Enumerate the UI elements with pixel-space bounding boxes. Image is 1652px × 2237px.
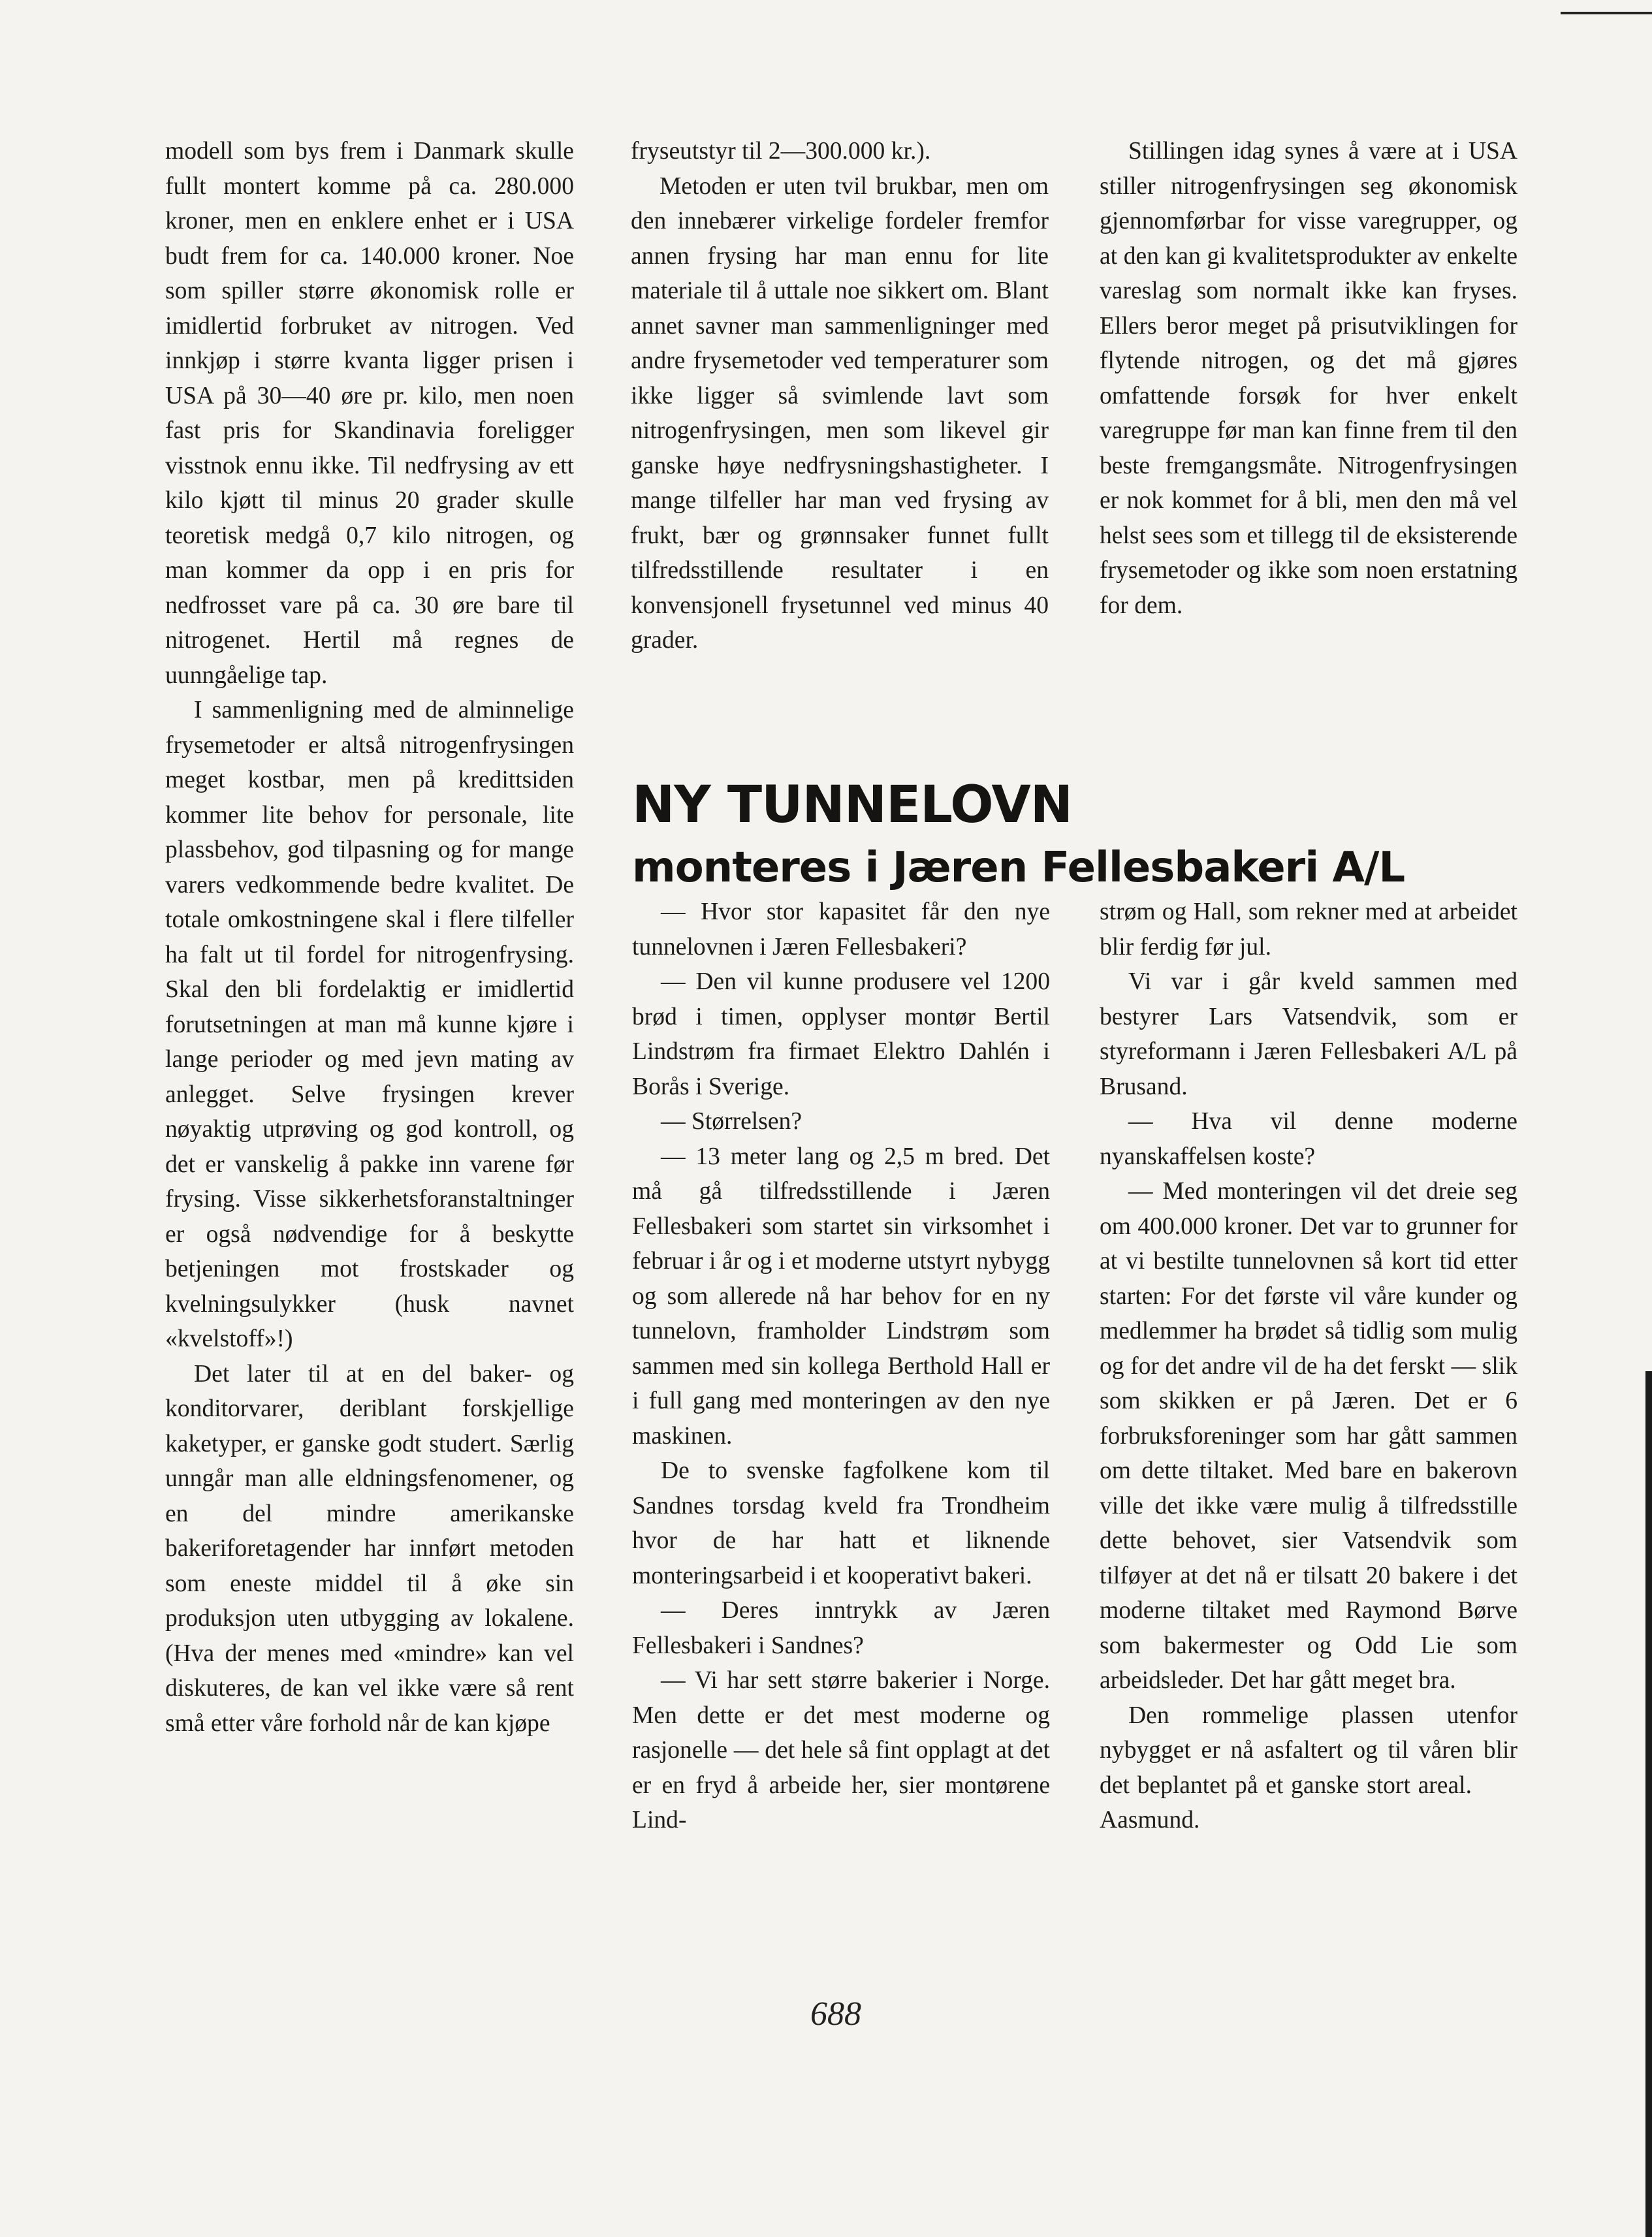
paragraph (1100, 1698, 1517, 1838)
paragraph: I sammenligning med de alminnelige frysemetoder er altså nitrogenfrysingen meget kostbar, men på kredittsiden kommer lite behov for personale, lite plassbehov, god tilpasning og for mange varers vedkommende bedre kvalitet. De totale omkostningene skal i flere tilfeller ha falt ut til fordel for nitrogenfrysing. Skal den bli fordelaktig er imidlertid forutsetningen at man må kunne kjøre i lange perioder og med jevn mating av anlegget. Selve frysingen krever nøyaktig utprøving og god kontroll, og det er vanskelig å pakke inn varene før frysing. Visse sikkerhetsforanstaltninger er også nødvendige for å beskytte betjeningen mot frostskader og kvelningsulykker (husk navnet «kvelstoff»!) (165, 697, 574, 1352)
paragraph: — Den vil kunne produsere vel 1200 brød i timen, opplyser montør Bertil Lindstrøm fra firmaet Elektro Dahlén i Borås i Sverige. (632, 968, 1050, 1100)
paragraph: Vi var i går kveld sammen med bestyrer Lars Vatsendvik, som er styreformann i Jæren Fellesbakeri A/L på Brusand. (1100, 968, 1517, 1100)
headline-title: NY TUNNELOVN (632, 776, 1073, 834)
paragraph: — Hva vil denne moderne nyanskaffelsen koste? (1100, 1108, 1517, 1170)
paragraph-text: Den rommelige plassen utenfor nybygget er nå asfaltert og til våren blir det beplantet på et ganske stort areal. (1100, 1702, 1517, 1799)
text-column-left (165, 134, 574, 1741)
paragraph: — 13 meter lang og 2,5 m bred. Det må gå tilfredsstillende i Jæren Fellesbakeri som startet sin virksomhet i februar i år og i et moderne utstyrt nybygg og som allerede nå har behov for en ny tunnelovn, framholder Lindstrøm som sammen med sin kollega Berthold Hall er i full gang med monteringen av den nye maskinen. (632, 1143, 1050, 1450)
text-column-right (1100, 134, 1517, 623)
article-column-left (632, 895, 1050, 1838)
paragraph: — Vi har sett større bakerier i Norge. Men dette er det mest moderne og rasjonelle — det hele så fint opplagt at det er en fryd å arbeide her, sier montørene Lind- (632, 1667, 1050, 1833)
paragraph: modell som bys frem i Danmark skulle fullt montert komme på ca. 280.000 kroner, men en enklere enhet er i USA budt frem for ca. 140.000 kroner. Noe som spiller større økonomisk rolle er imidlertid forbruket av nitrogen. Ved innkjøp i større kvanta ligger prisen i USA på 30—40 øre pr. kilo, men noen fast pris for Skandinavia foreligger visstnok ennu ikke. Til nedfrysing av ett kilo kjøtt til minus 20 grader skulle teoretisk medgå 0,7 kilo nitrogen, og man kommer da opp i en pris for nedfrosset vare på ca. 30 øre bare til nitrogenet. Hertil må regnes de uunngåelige tap. (165, 138, 574, 689)
page-edge-shadow (1561, 12, 1652, 14)
byline: Aasmund. (1100, 1807, 1200, 1833)
page-edge-shadow (1645, 1371, 1652, 2237)
text-column-middle (631, 134, 1049, 658)
paragraph: — Størrelsen? (661, 1108, 802, 1135)
paragraph: Det later til at en del baker- og konditorvarer, deriblant forskjellige kaketyper, er ganske godt studert. Særlig unngår man alle eldningsfenomener, og en del mindre amerikanske bakeriforetagender har innført metoden som eneste middel til å øke sin produksjon uten utbygging av lokalene. (Hva der menes med «mindre» kan vel diskuteres, de kan vel ikke være så rent små etter våre forhold når de kan kjøpe (165, 1360, 574, 1737)
paragraph: De to svenske fagfolkene kom til Sandnes torsdag kveld fra Trondheim hvor de har hatt et liknende monteringsarbeid i et kooperativt bakeri. (632, 1457, 1050, 1589)
paragraph: Metoden er uten tvil brukbar, men om den innebærer virkelige fordeler fremfor annen frysing har man ennu for lite materiale til å uttale noe sikkert om. Blant annet savner man sammenligninger med andre frysemetoder ved temperaturer som ikke ligger så svimlende lavt som nitrogenfrysingen, men som likevel gir ganske høye nedfrysningshastigheter. I mange tilfeller har man ved frysing av frukt, bær og grønnsaker funnet fullt tilfredsstillende resultater i en konvensjonell frysetunnel ved minus 40 grader. (631, 172, 1049, 654)
paragraph: — Hvor stor kapasitet får den nye tunnelovnen i Jæren Fellesbakeri? (632, 898, 1050, 960)
article-headline (632, 774, 1481, 899)
paragraph: fryseutstyr til 2—300.000 kr.). (631, 138, 931, 165)
paragraph: — Med monteringen vil det dreie seg om 400.000 kroner. Det var to grunner for at vi bestilte tunnelovnen så kort tid etter starten: For det første vil våre kunder og medlemmer ha brødet så tidlig som mulig og for det andre vil de ha det ferskt — slik som skikken er på Jæren. Det er 6 forbruksforeninger som har gått sammen om dette tiltaket. Med bare en bakerovn ville det ikke være mulig å tilfredsstille dette behovet, sier Vatsendvik som tilføyer at det nå er tilsatt 20 bakere i det moderne tiltaket med Raymond Børve som bakermester og Odd Lie som arbeidsleder. Det har gått meget bra. (1100, 1178, 1517, 1694)
headline-subtitle: monteres i Jæren Fellesbakeri A/L (632, 844, 1405, 892)
paragraph: strøm og Hall, som rekner med at arbeidet blir ferdig før jul. (1100, 898, 1517, 960)
paragraph: Stillingen idag synes å være at i USA stiller nitrogenfrysingen seg økonomisk gjennomførbar for visse varegrupper, og at den kan gi kvalitetsprodukter av enkelte vareslag som normalt ikke kan fryses. Ellers beror meget på prisutviklingen for flytende nitrogen, og det må gjøres omfattende forsøk for hver enkelt varegruppe før man kan finne frem til den beste fremgangsmåte. Nitrogenfrysingen er nok kommet for å bli, men den må vel helst sees som et tillegg til de eksisterende frysemetoder og ikke som noen erstatning for dem. (1100, 138, 1517, 619)
article-column-right (1100, 895, 1517, 1838)
page-number: 688 (810, 1995, 861, 2033)
paragraph: — Deres inntrykk av Jæren Fellesbakeri i Sandnes? (632, 1597, 1050, 1659)
